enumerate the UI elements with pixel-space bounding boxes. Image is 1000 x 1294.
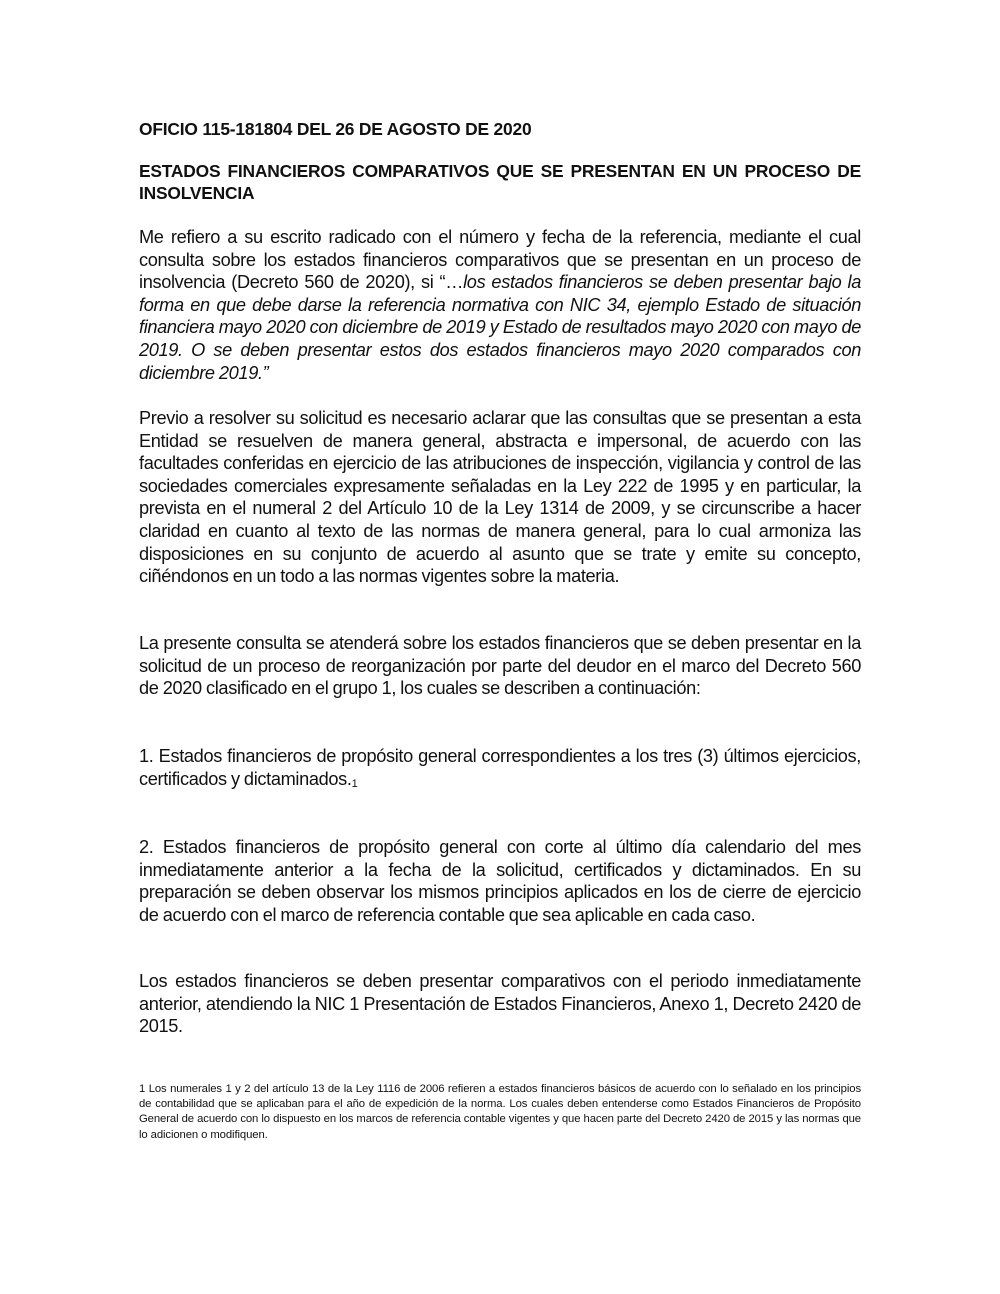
list-item-1 [139, 745, 861, 793]
paragraph-presente-consulta: La presente consulta se atenderá sobre los estados financieros que se deben presentar en la solicitud de un proceso de reorganización por parte del deudor en el marco del Decreto 560 de 2020 clasificado en el grupo 1, los cuales se describen a continuación: [139, 633, 861, 699]
list-item-1-text: 1. Estados financieros de propósito general correspondientes a los tres (3) últimos ejercicios, certificados y dictaminados. [139, 746, 861, 789]
paragraph-previo: Previo a resolver su solicitud es necesario aclarar que las consultas que se presentan a esta Entidad se resuelven de manera general, abstracta e impersonal, de acuerdo con las facultades conferidas en ejercicio de las atribuciones de inspección, vigilancia y control de las sociedades comerciales expresamente señaladas en la Ley 222 de 1995 y en particular, la prevista en el numeral 2 del Artículo 10 de la Ley 1314 de 2009, y se circunscribe a hacer claridad en cuanto al texto de las normas de manera general, para lo cual armoniza las disposiciones en su conjunto de acuerdo al asunto que se trate y emite su concepto, ciñéndonos en un todo a las normas vigentes sobre la materia. [139, 408, 861, 587]
document-title: OFICIO 115-181804 DEL 26 DE AGOSTO DE 2020 [139, 119, 532, 139]
list-item-2: 2. Estados financieros de propósito general con corte al último día calendario del mes inmediatamente anterior a la fecha de la solicitud, certificados y dictaminados. En su preparación se deben observar los mismos principios aplicados en los de cierre de ejercicio de acuerdo con el marco de referencia contable que sea aplicable en cada caso. [139, 837, 861, 925]
paragraph-consulta-text: Me refiero a su escrito radicado con el número y fecha de la referencia, mediante el cual consulta sobre los estados financieros comparativos que se presentan en un proceso de insolvencia (Decreto 560 de 2020), si “… [139, 227, 861, 293]
footnote: 1 Los numerales 1 y 2 del artículo 13 de la Ley 1116 de 2006 refieren a estados financieros básicos de acuerdo con lo señalado en los principios de contabilidad que se aplicaban para el año de expedición de la norma. Los cuales deben entenderse como Estados Financieros de Propósito General de acuerdo con lo dispuesto en los marcos de referencia contable vigentes y que hacen parte del Decreto 2420 de 2015 y las normas que lo adicionen o modifiquen. [139, 1083, 861, 1141]
document-subtitle: ESTADOS FINANCIEROS COMPARATIVOS QUE SE PRESENTAN EN UN PROCESO DE INSOLVENCIA [139, 161, 861, 203]
paragraph-consulta-quote: los estados financieros se deben presentar bajo la forma en que debe darse la referencia normativa con NIC 34, ejemplo Estado de situación financiera mayo 2020 con diciembre de 2019 y Estado de resultados mayo 2020 con mayo de 2019. O se deben presentar estos dos estados financieros mayo 2020 comparados con diciembre 2019.” [139, 272, 862, 383]
paragraph-consulta [139, 226, 861, 384]
paragraph-comparativos: Los estados financieros se deben presentar comparativos con el periodo inmediatamente anterior, atendiendo la NIC 1 Presentación de Estados Financieros, Anexo 1, Decreto 2420 de 2015. [139, 971, 861, 1037]
footnote-reference: 1 [351, 777, 358, 790]
